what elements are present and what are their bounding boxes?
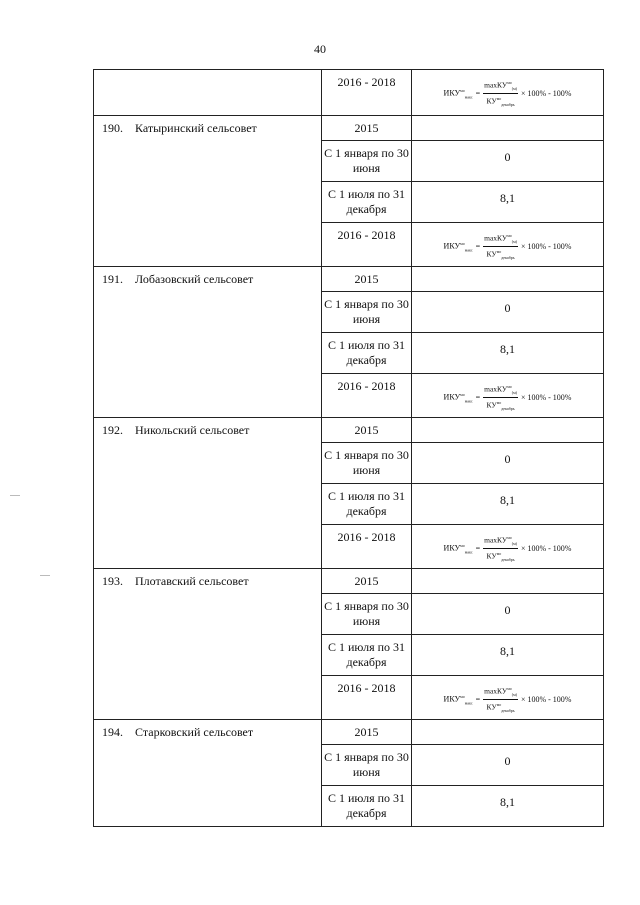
formula-den-sup: мо	[496, 551, 502, 556]
name-cell	[94, 418, 322, 569]
formula-num-sub: (м)	[511, 390, 517, 395]
value-cell	[412, 374, 604, 418]
value-cell	[412, 745, 604, 786]
value-label: 8,1	[500, 795, 515, 809]
value-cell	[412, 223, 604, 267]
period-label: 2015	[354, 272, 379, 286]
period-cell	[322, 720, 412, 745]
name-cell	[94, 116, 322, 267]
formula-den-sup: мо	[496, 702, 502, 707]
entry-name	[94, 116, 321, 136]
entry-name	[94, 418, 321, 438]
period-cell	[322, 418, 412, 443]
name-cell	[94, 70, 322, 116]
value-cell	[412, 333, 604, 374]
formula	[412, 374, 603, 413]
formula-num-sub: (м)	[511, 239, 517, 244]
period-cell	[322, 786, 412, 827]
value-cell	[412, 292, 604, 333]
formula-den-main: КУ	[486, 96, 497, 106]
formula-rest: × 100% - 100%	[520, 695, 572, 704]
period-cell	[322, 333, 412, 374]
value-cell	[412, 594, 604, 635]
entry-name	[94, 720, 321, 740]
formula-lhs-sub: макс	[464, 94, 473, 100]
formula-numerator	[483, 231, 518, 247]
formula-cell	[412, 70, 604, 116]
formula-num-main: maxКУ	[484, 233, 508, 243]
formula-den-main: КУ	[486, 551, 497, 561]
formula-denominator	[487, 94, 515, 109]
table-row	[94, 418, 604, 443]
margin-mark	[10, 495, 20, 496]
formula-numerator	[483, 382, 518, 398]
formula-lhs-main: ИКУ	[443, 392, 461, 402]
value-label: 0	[504, 754, 511, 768]
value-cell	[412, 116, 604, 141]
entry-number: 191.	[102, 272, 123, 286]
formula-num-main: maxКУ	[484, 686, 508, 696]
formula-denominator	[487, 247, 515, 262]
period-cell	[322, 525, 412, 569]
value-cell	[412, 182, 604, 223]
formula-den-sup: мо	[496, 249, 502, 254]
period-label: С 1 января по 30 июня	[324, 448, 409, 477]
formula-equals: =	[475, 89, 481, 98]
formula-num-sup: мо	[507, 384, 512, 389]
formula-lhs-sub: макс	[464, 549, 473, 555]
value-cell	[412, 786, 604, 827]
formula-lhs-main: ИКУ	[443, 694, 461, 704]
formula	[412, 223, 603, 262]
period-cell	[322, 116, 412, 141]
period-label: С 1 января по 30 июня	[324, 750, 409, 779]
period-cell	[322, 141, 412, 182]
formula-den-main: КУ	[486, 249, 497, 259]
formula-lhs	[444, 241, 473, 252]
formula-rest: × 100% - 100%	[520, 89, 572, 98]
value-cell	[412, 635, 604, 676]
formula-lhs-sup: мо	[460, 87, 465, 93]
value-cell	[412, 720, 604, 745]
entry-name	[94, 267, 321, 287]
formula-numerator	[483, 78, 518, 94]
period-cell	[322, 223, 412, 267]
formula	[412, 70, 603, 109]
formula-den-sup: мо	[496, 400, 502, 405]
formula	[412, 676, 603, 715]
value-label: 8,1	[500, 191, 515, 205]
period-label: С 1 января по 30 июня	[324, 599, 409, 628]
formula-num-sub: (м)	[511, 692, 517, 697]
formula	[412, 525, 603, 564]
period-label: С 1 июля по 31 декабря	[327, 791, 406, 820]
period-cell	[322, 676, 412, 720]
period-label: С 1 июля по 31 декабря	[327, 338, 406, 367]
formula-num-sup: мо	[507, 686, 512, 691]
formula-num-sub: (м)	[511, 86, 517, 91]
formula-lhs-sub: макс	[464, 700, 473, 706]
value-label: 8,1	[500, 644, 515, 658]
period-cell	[322, 182, 412, 223]
formula-num-sup: мо	[507, 80, 512, 85]
name-cell	[94, 569, 322, 720]
formula-num-sup: мо	[507, 233, 512, 238]
formula-fraction	[483, 78, 518, 109]
formula-lhs-sup: мо	[460, 542, 465, 548]
period-cell	[322, 484, 412, 525]
formula-lhs-sup: мо	[460, 240, 465, 246]
table-row	[94, 70, 604, 116]
period-cell	[322, 569, 412, 594]
entry-title: Старковский сельсовет	[135, 725, 254, 739]
formula-den-sub: декабрь	[501, 102, 515, 107]
value-cell	[412, 418, 604, 443]
formula-num-sup: мо	[507, 535, 512, 540]
formula-lhs-sub: макс	[464, 398, 473, 404]
formula-lhs-sup: мо	[460, 693, 465, 699]
entry-number: 193.	[102, 574, 123, 588]
formula-num-sub: (м)	[511, 541, 517, 546]
formula-numerator	[483, 684, 518, 700]
formula-den-main: КУ	[486, 702, 497, 712]
period-label: С 1 января по 30 июня	[324, 146, 409, 175]
value-cell	[412, 443, 604, 484]
value-cell	[412, 676, 604, 720]
period-label: С 1 января по 30 июня	[324, 297, 409, 326]
entry-number: 192.	[102, 423, 123, 437]
formula-fraction	[483, 231, 518, 262]
page-number: 40	[314, 42, 326, 56]
table-row	[94, 267, 604, 292]
period-label: 2015	[354, 725, 379, 739]
entry-title: Лобазовский сельсовет	[135, 272, 254, 286]
formula-lhs-sub: макс	[464, 247, 473, 253]
period-label: С 1 июля по 31 декабря	[327, 489, 406, 518]
formula-rest: × 100% - 100%	[520, 393, 572, 402]
formula-lhs-main: ИКУ	[443, 543, 461, 553]
entry-number: 194.	[102, 725, 123, 739]
entry-title: Катыринский сельсовет	[135, 121, 257, 135]
value-cell	[412, 569, 604, 594]
period-label: 2015	[354, 121, 379, 135]
formula-equals: =	[475, 393, 481, 402]
formula-fraction	[483, 533, 518, 564]
formula-fraction	[483, 382, 518, 413]
formula-lhs	[444, 88, 473, 99]
period-cell	[322, 267, 412, 292]
table-row	[94, 569, 604, 594]
formula-denominator	[487, 398, 515, 413]
margin-mark	[40, 575, 50, 576]
formula-denominator	[487, 700, 515, 715]
entry-title: Плотавский сельсовет	[135, 574, 249, 588]
period-cell	[322, 745, 412, 786]
entry-number: 190.	[102, 121, 123, 135]
period-label: 2016 - 2018	[337, 530, 396, 544]
value-cell	[412, 267, 604, 292]
formula-den-sub: декабрь	[501, 708, 515, 713]
value-label: 0	[504, 603, 511, 617]
formula-equals: =	[475, 242, 481, 251]
table-row	[94, 116, 604, 141]
period-label: С 1 июля по 31 декабря	[327, 640, 406, 669]
period-cell	[322, 374, 412, 418]
period-cell	[322, 443, 412, 484]
formula-den-main: КУ	[486, 400, 497, 410]
formula-den-sup: мо	[496, 96, 502, 101]
period-label: 2015	[354, 423, 379, 437]
table-body	[94, 70, 604, 827]
period-cell	[322, 635, 412, 676]
formula-denominator	[487, 549, 515, 564]
formula-equals: =	[475, 695, 481, 704]
formula-lhs-sup: мо	[460, 391, 465, 397]
formula-slot	[412, 70, 603, 109]
period-label: 2016 - 2018	[337, 75, 396, 89]
formula-rest: × 100% - 100%	[520, 242, 572, 251]
value-cell	[412, 141, 604, 182]
value-label: 8,1	[500, 342, 515, 356]
value-label: 0	[504, 301, 511, 315]
period-label: С 1 июля по 31 декабря	[327, 187, 406, 216]
period-cell	[322, 594, 412, 635]
period-cell	[322, 70, 412, 116]
formula-lhs-main: ИКУ	[443, 241, 461, 251]
value-label: 8,1	[500, 493, 515, 507]
period-label: 2016 - 2018	[337, 379, 396, 393]
value-label: 0	[504, 150, 511, 164]
formula-lhs	[444, 543, 473, 554]
formula-den-sub: декабрь	[501, 557, 515, 562]
formula-num-main: maxКУ	[484, 384, 508, 394]
period-label: 2015	[354, 574, 379, 588]
name-cell	[94, 720, 322, 827]
period-label: 2016 - 2018	[337, 681, 396, 695]
value-cell	[412, 525, 604, 569]
allowance-table	[93, 69, 604, 827]
formula-den-sub: декабрь	[501, 406, 515, 411]
formula-numerator	[483, 533, 518, 549]
name-cell	[94, 267, 322, 418]
formula-rest: × 100% - 100%	[520, 544, 572, 553]
formula-fraction	[483, 684, 518, 715]
formula-lhs	[444, 694, 473, 705]
entry-title: Никольский сельсовет	[135, 423, 250, 437]
formula-den-sub: декабрь	[501, 255, 515, 260]
period-cell	[322, 292, 412, 333]
formula-lhs-main: ИКУ	[443, 88, 461, 98]
formula-equals: =	[475, 544, 481, 553]
formula-num-main: maxКУ	[484, 80, 508, 90]
table-row	[94, 720, 604, 745]
formula-num-main: maxКУ	[484, 535, 508, 545]
entry-name	[94, 569, 321, 589]
value-label: 0	[504, 452, 511, 466]
formula-lhs	[444, 392, 473, 403]
value-cell	[412, 484, 604, 525]
period-label: 2016 - 2018	[337, 228, 396, 242]
